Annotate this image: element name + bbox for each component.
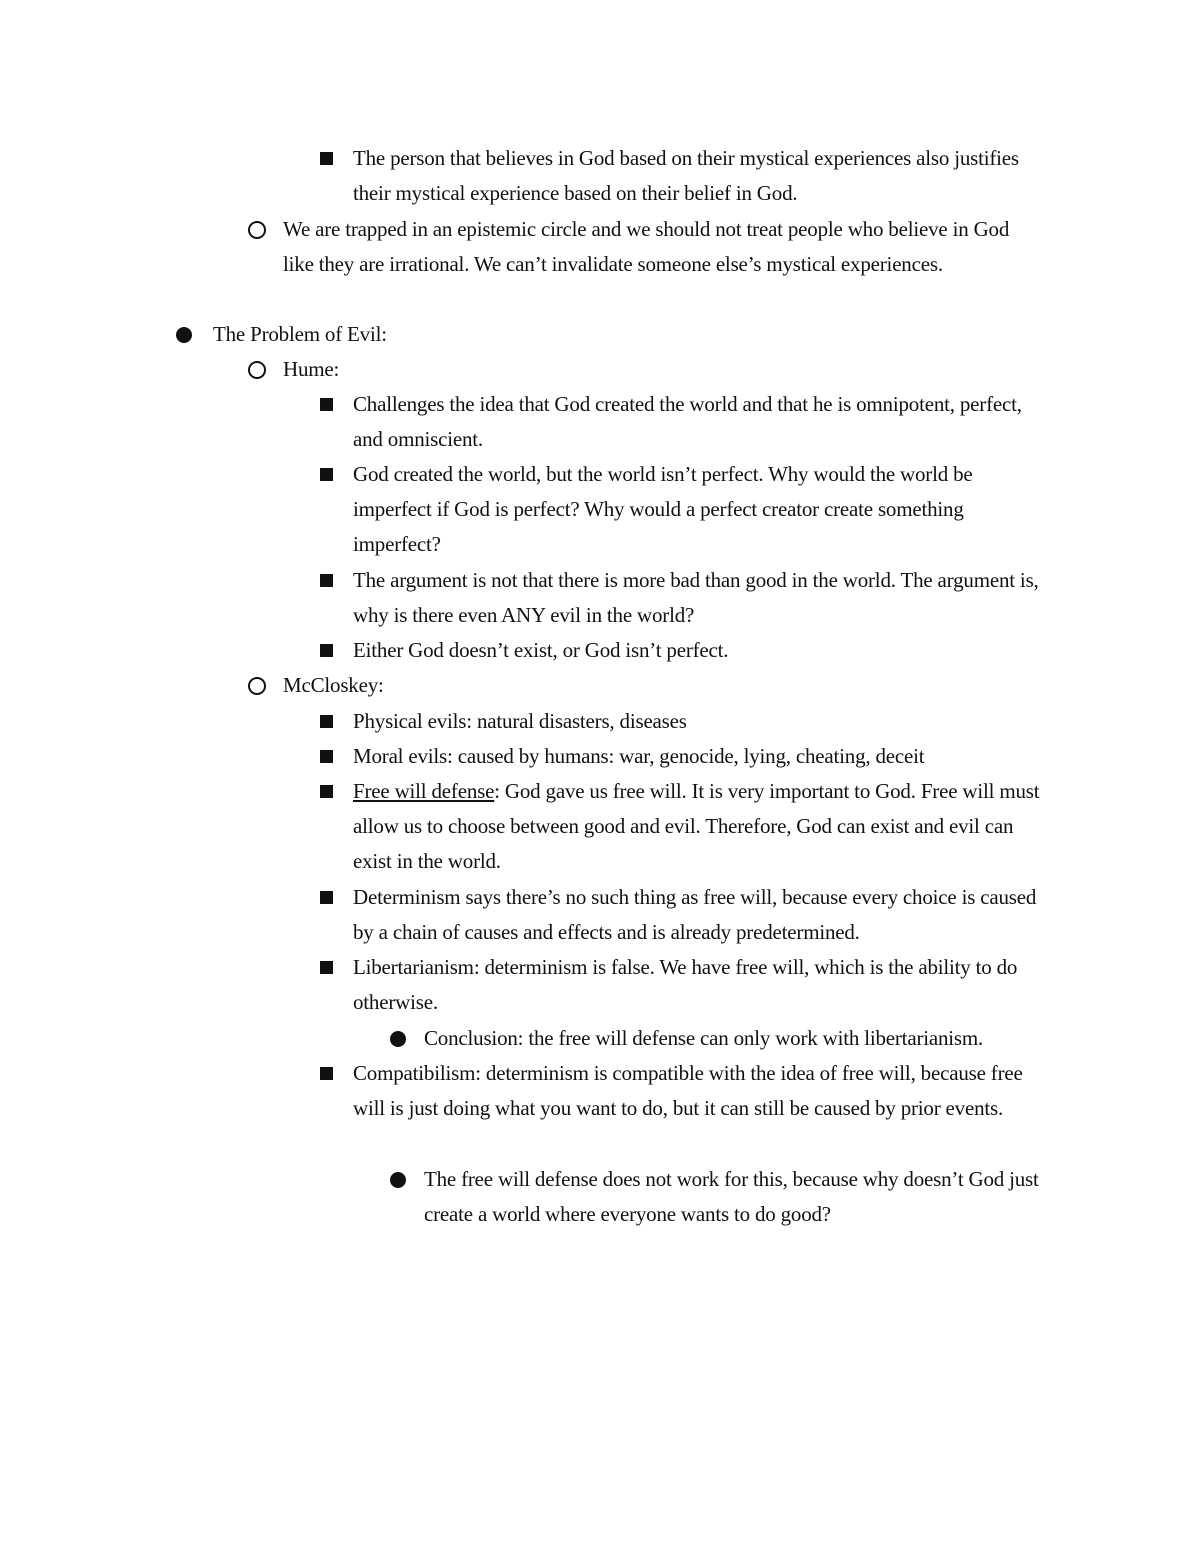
square-bullet-icon — [320, 468, 333, 481]
list-item — [353, 141, 1053, 211]
hollow-circle-bullet-icon — [248, 677, 266, 695]
list-item — [353, 950, 1043, 1020]
hollow-circle-bullet-icon — [248, 221, 266, 239]
square-bullet-icon — [320, 785, 333, 798]
list-item-text: The person that believes in God based on their mystical experiences also justifies their mystical experience based on their belief in God. — [353, 146, 1019, 205]
square-bullet-icon — [320, 644, 333, 657]
square-bullet-icon — [320, 891, 333, 904]
list-item — [283, 212, 1043, 282]
list-item — [353, 457, 1043, 562]
square-bullet-icon — [320, 961, 333, 974]
list-item-text: Libertarianism: determinism is false. We have free will, which is the ability to do otherwise. — [353, 955, 1018, 1014]
filled-circle-bullet-icon — [390, 1172, 406, 1188]
list-item-text: Moral evils: caused by humans: war, genocide, lying, cheating, deceit — [353, 744, 925, 768]
square-bullet-icon — [320, 574, 333, 587]
list-item — [353, 563, 1043, 633]
square-bullet-icon — [320, 152, 333, 165]
list-item — [283, 668, 983, 703]
list-item-text: Compatibilism: determinism is compatible with the idea of free will, because free will is just doing what you want to do, but it can still be caused by prior events. — [353, 1061, 1023, 1120]
list-item-text: Physical evils: natural disasters, diseases — [353, 709, 687, 733]
list-item-text — [353, 774, 1053, 879]
list-item — [353, 739, 1043, 774]
list-item-text: We are trapped in an epistemic circle and we should not treat people who believe in God like they are irrational. We can’t invalidate someone else’s mystical experiences. — [283, 217, 1010, 276]
square-bullet-icon — [320, 715, 333, 728]
list-item — [424, 1162, 1054, 1232]
list-item — [353, 774, 1053, 879]
list-item-text: McCloskey: — [283, 673, 384, 697]
list-item-text: Conclusion: the free will defense can only work with libertarianism. — [424, 1026, 984, 1050]
square-bullet-icon — [320, 750, 333, 763]
square-bullet-icon — [320, 1067, 333, 1080]
list-item-text: Either God doesn’t exist, or God isn’t perfect. — [353, 638, 729, 662]
list-item — [353, 1056, 1043, 1126]
list-item — [424, 1021, 1064, 1056]
list-item-text: God created the world, but the world isn’t perfect. Why would the world be imperfect if God is perfect? Why would a perfect creator create something imperfect? — [353, 462, 973, 556]
section-heading-text: The Problem of Evil: — [213, 322, 387, 346]
list-item — [353, 704, 1043, 739]
list-item — [353, 387, 1043, 457]
list-item — [283, 352, 983, 387]
list-item — [353, 880, 1043, 950]
list-item-text: The free will defense does not work for this, because why doesn’t God just create a world where everyone wants to do good? — [424, 1167, 1039, 1226]
term-definition: : God gave us free will. It is very important to God. Free will must allow us to choose between good and evil. Therefore, God can exist and evil can exist in the world. — [353, 779, 1040, 873]
square-bullet-icon — [320, 398, 333, 411]
filled-circle-bullet-icon — [176, 327, 192, 343]
list-item — [353, 633, 1043, 668]
list-item-text: Determinism says there’s no such thing as free will, because every choice is caused by a chain of causes and effects and is already predetermined. — [353, 885, 1037, 944]
underlined-term: Free will defense — [353, 779, 495, 803]
list-item-text: The argument is not that there is more bad than good in the world. The argument is, why is there even ANY evil in the world? — [353, 568, 1039, 627]
list-item-text: Challenges the idea that God created the world and that he is omnipotent, perfect, and omniscient. — [353, 392, 1022, 451]
section-heading-item — [213, 317, 1013, 352]
list-item-text: Hume: — [283, 357, 340, 381]
filled-circle-bullet-icon — [390, 1031, 406, 1047]
hollow-circle-bullet-icon — [248, 361, 266, 379]
